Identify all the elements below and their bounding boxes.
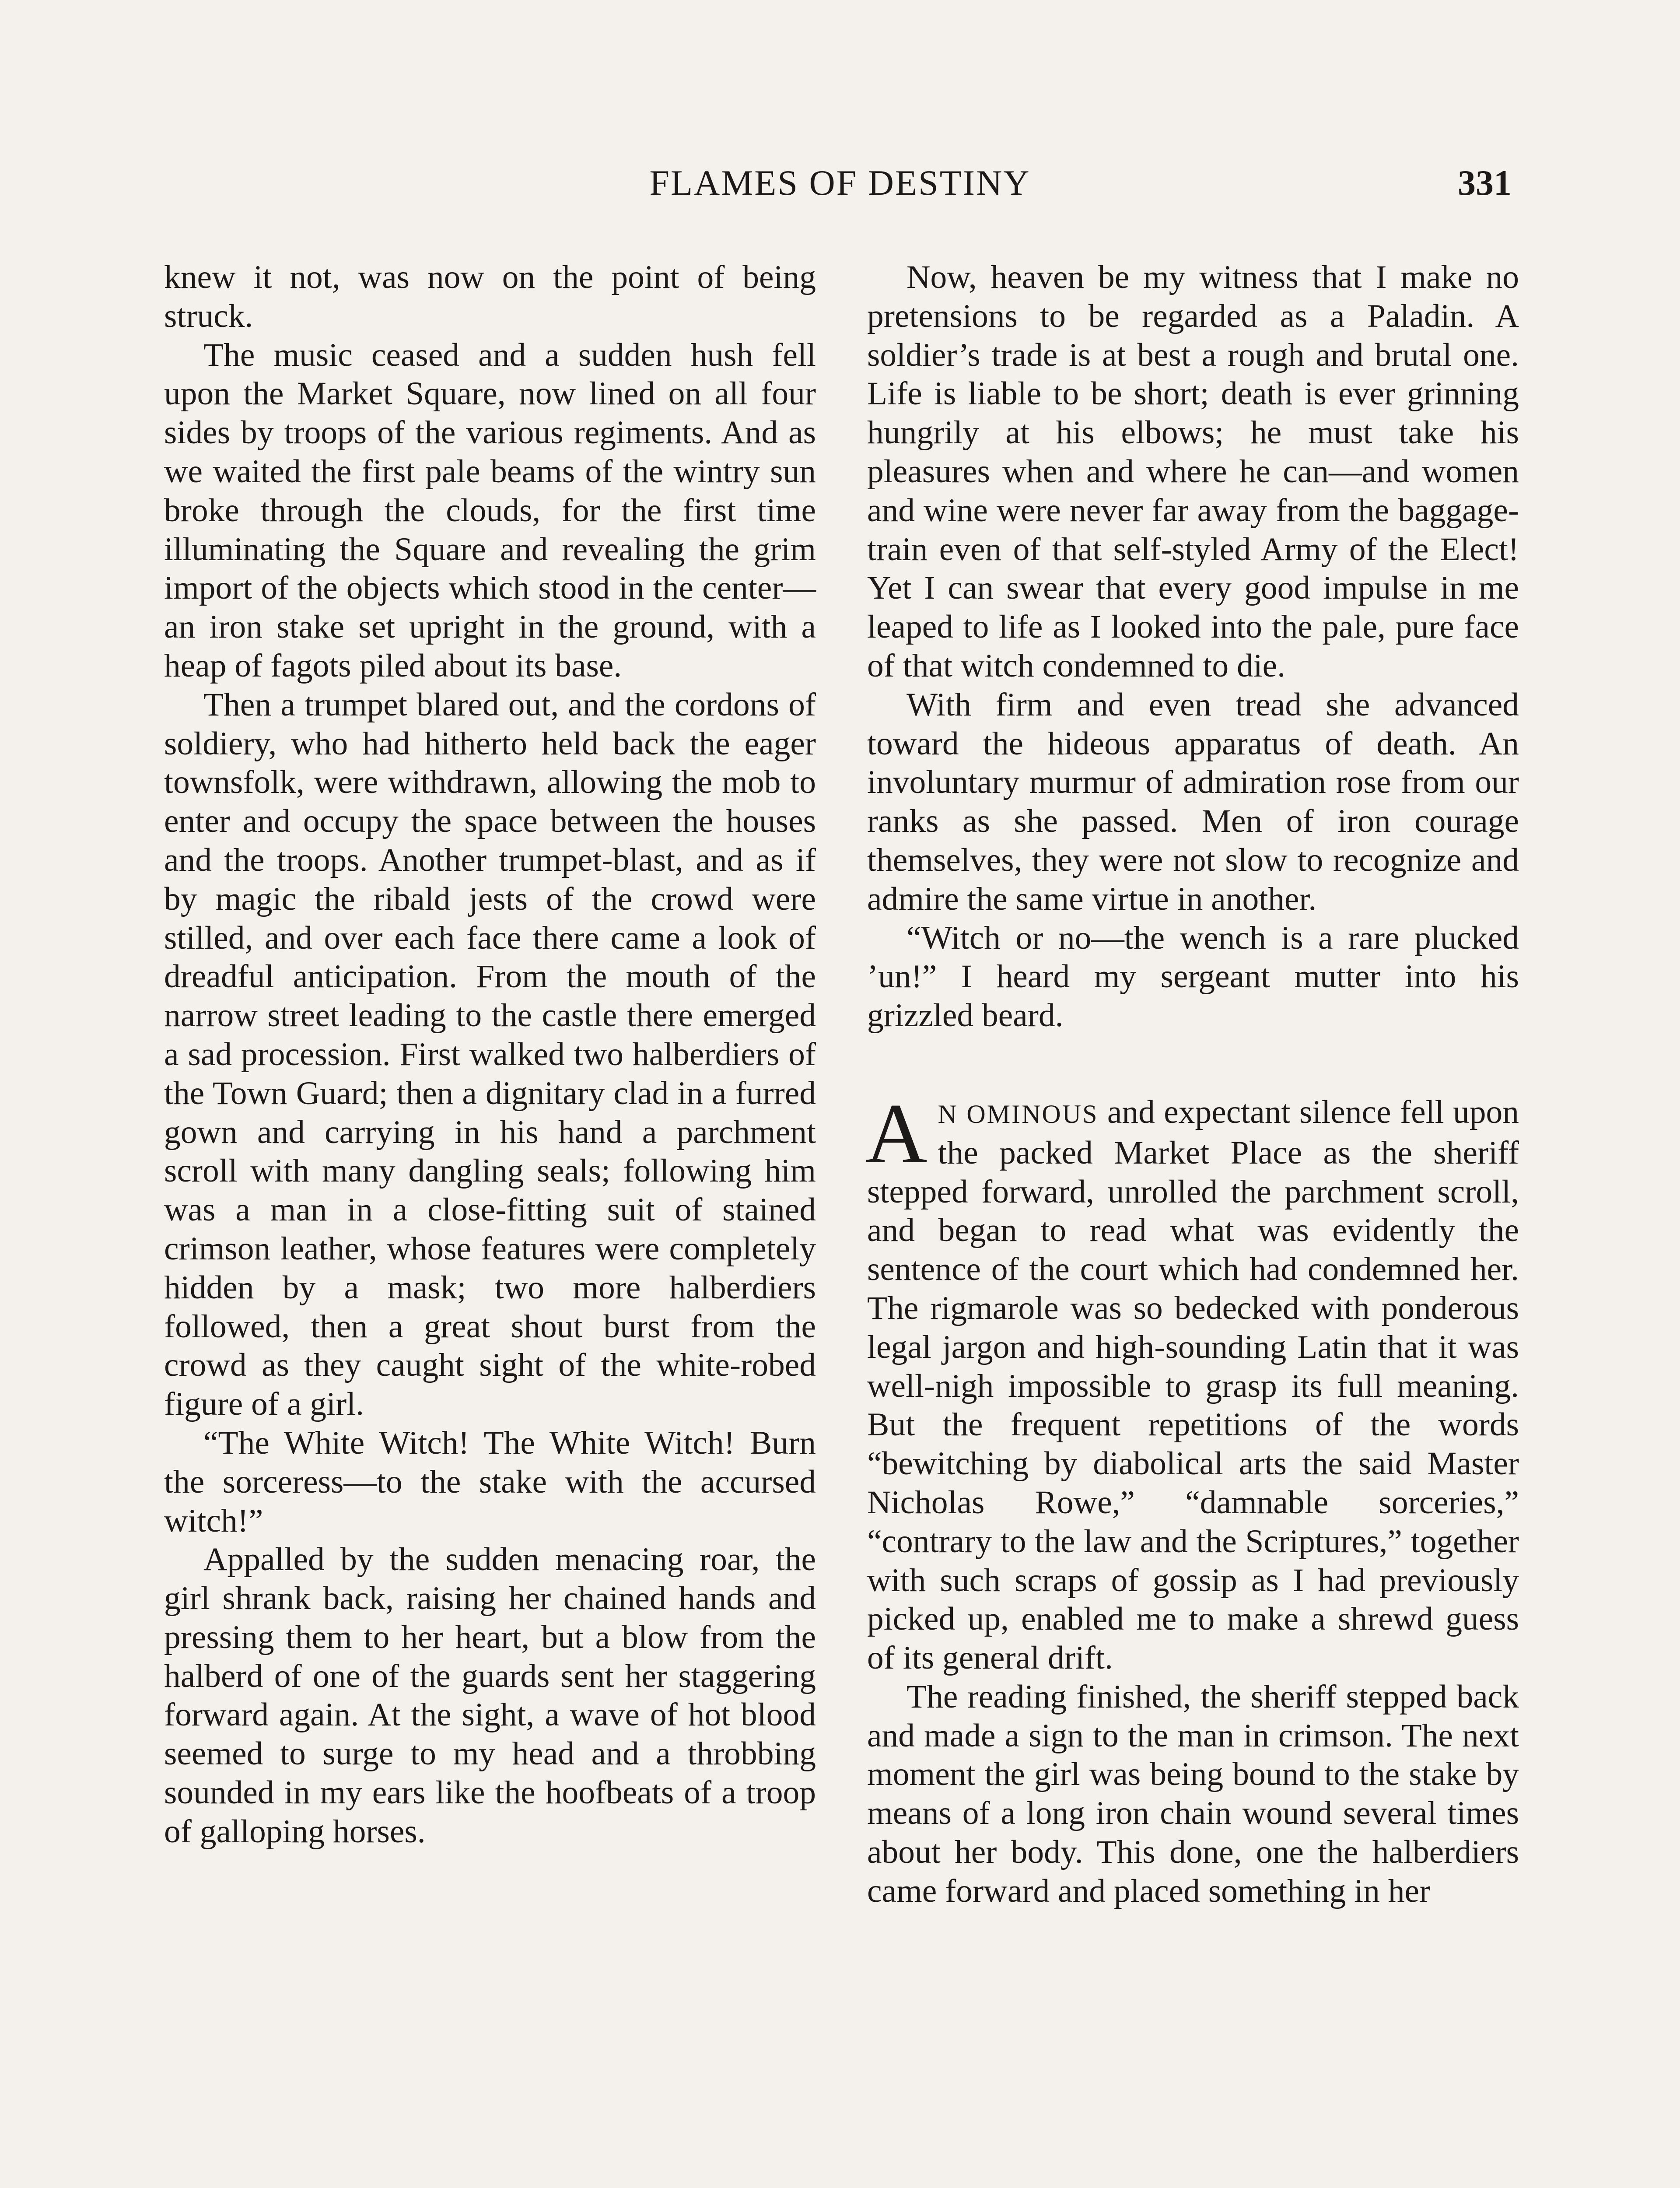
paragraph: “Witch or no—the wench is a rare plucked ’un!” I heard my sergeant mutter into his grizzled beard. [867,919,1519,1034]
paragraph: Then a trumpet blared out, and the cordons of soldiery, who had hitherto held back the eager townsfolk, were withdrawn, allowing the mob to enter and occupy the space between the houses and the troops. Another trumpet-blast, and as if by magic the ribald jests of the crowd were stilled, and over each face there came a look of dreadful anticipation. From the mouth of the narrow street leading to the castle there emerged a sad procession. First walked two halberdiers of the Town Guard; then a dignitary clad in a furred gown and carrying in his hand a parchment scroll with many dangling seals; following him was a man in a close-fitting suit of stained crimson leather, whose features were completely hidden by a mask; two more halberdiers followed, then a great shout burst from the crowd as they caught sight of the white-robed figure of a girl. [164,686,816,1423]
small-caps-lead: N OMINOUS [938,1099,1099,1129]
running-title: FLAMES OF DESTINY [649,163,1031,203]
section-opening-paragraph [865,1086,1519,1678]
paragraph: Now, heaven be my witness that I make no pretensions to be regarded as a Paladin. A soldier’s trade is at best a rough and brutal one. Life is liable to be short; death is ever grinning hungrily at his elbows; he must take his pleasures when and where he can—and women and wine were never far away from the baggage-train even of that self-styled Army of the Elect! Yet I can swear that every good impulse in me leaped to life as I looked into the pale, pure face of that witch condemned to die. [867,259,1519,684]
left-column [164,258,816,1851]
paragraph: “The White Witch! The White Witch! Burn the sorceress—to the stake with the accursed witch!” [164,1424,816,1539]
paragraph: Appalled by the sudden menacing roar, the girl shrank back, raising her chained hands and pressing them to her heart, but a blow from the halberd of one of the guards sent her staggering forward again. At the sight, a wave of hot blood seemed to surge to my head and a throbbing sounded in my ears like the hoofbeats of a troop of galloping horses. [164,1541,816,1850]
paragraph: With firm and even tread she advanced toward the hideous apparatus of death. An involuntary murmur of admiration rose from our ranks as she passed. Men of iron courage themselves, they were not slow to recognize and admire the same virtue in another. [867,686,1519,917]
paragraph: knew it not, was now on the point of being struck. [164,259,816,334]
paragraph: The reading finished, the sheriff stepped back and made a sign to the man in crimson. The next moment the girl was being bound to the stake by means of a long iron chain wound several times about her body. This done, one the halberdiers came forward and placed something in her [867,1678,1519,1909]
page-header [0,161,1680,205]
drop-cap: A [865,1086,928,1181]
paragraph-text: and expectant silence fell upon the packed Market Place as the sheriff stepped forward, unrolled the parchment scroll, and began to read what was evidently the sentence of the court which had condemned her. The rigmarole was so bedecked with ponderous legal jargon and high-sounding Latin that it was well-nigh impossible to grasp its full meaning. But the frequent repetitions of the words “bewitching by diabolical arts the said Master Nicholas Rowe,” “damnable sorceries,” “contrary to the law and the Scriptures,” together with such scraps of gossip as I had previously picked up, enabled me to make a shrewd guess of its general drift. [867,1094,1519,1676]
page-number: 331 [1458,163,1512,203]
paragraph: The music ceased and a sudden hush fell upon the Market Square, now lined on all four sides by troops of the various regiments. And as we waited the first pale beams of the wintry sun broke through the clouds, for the first time illuminating the Square and revealing the grim import of the objects which stood in the center—an iron stake set upright in the ground, with a heap of fagots piled about its base. [164,337,816,684]
right-column [867,258,1519,1911]
